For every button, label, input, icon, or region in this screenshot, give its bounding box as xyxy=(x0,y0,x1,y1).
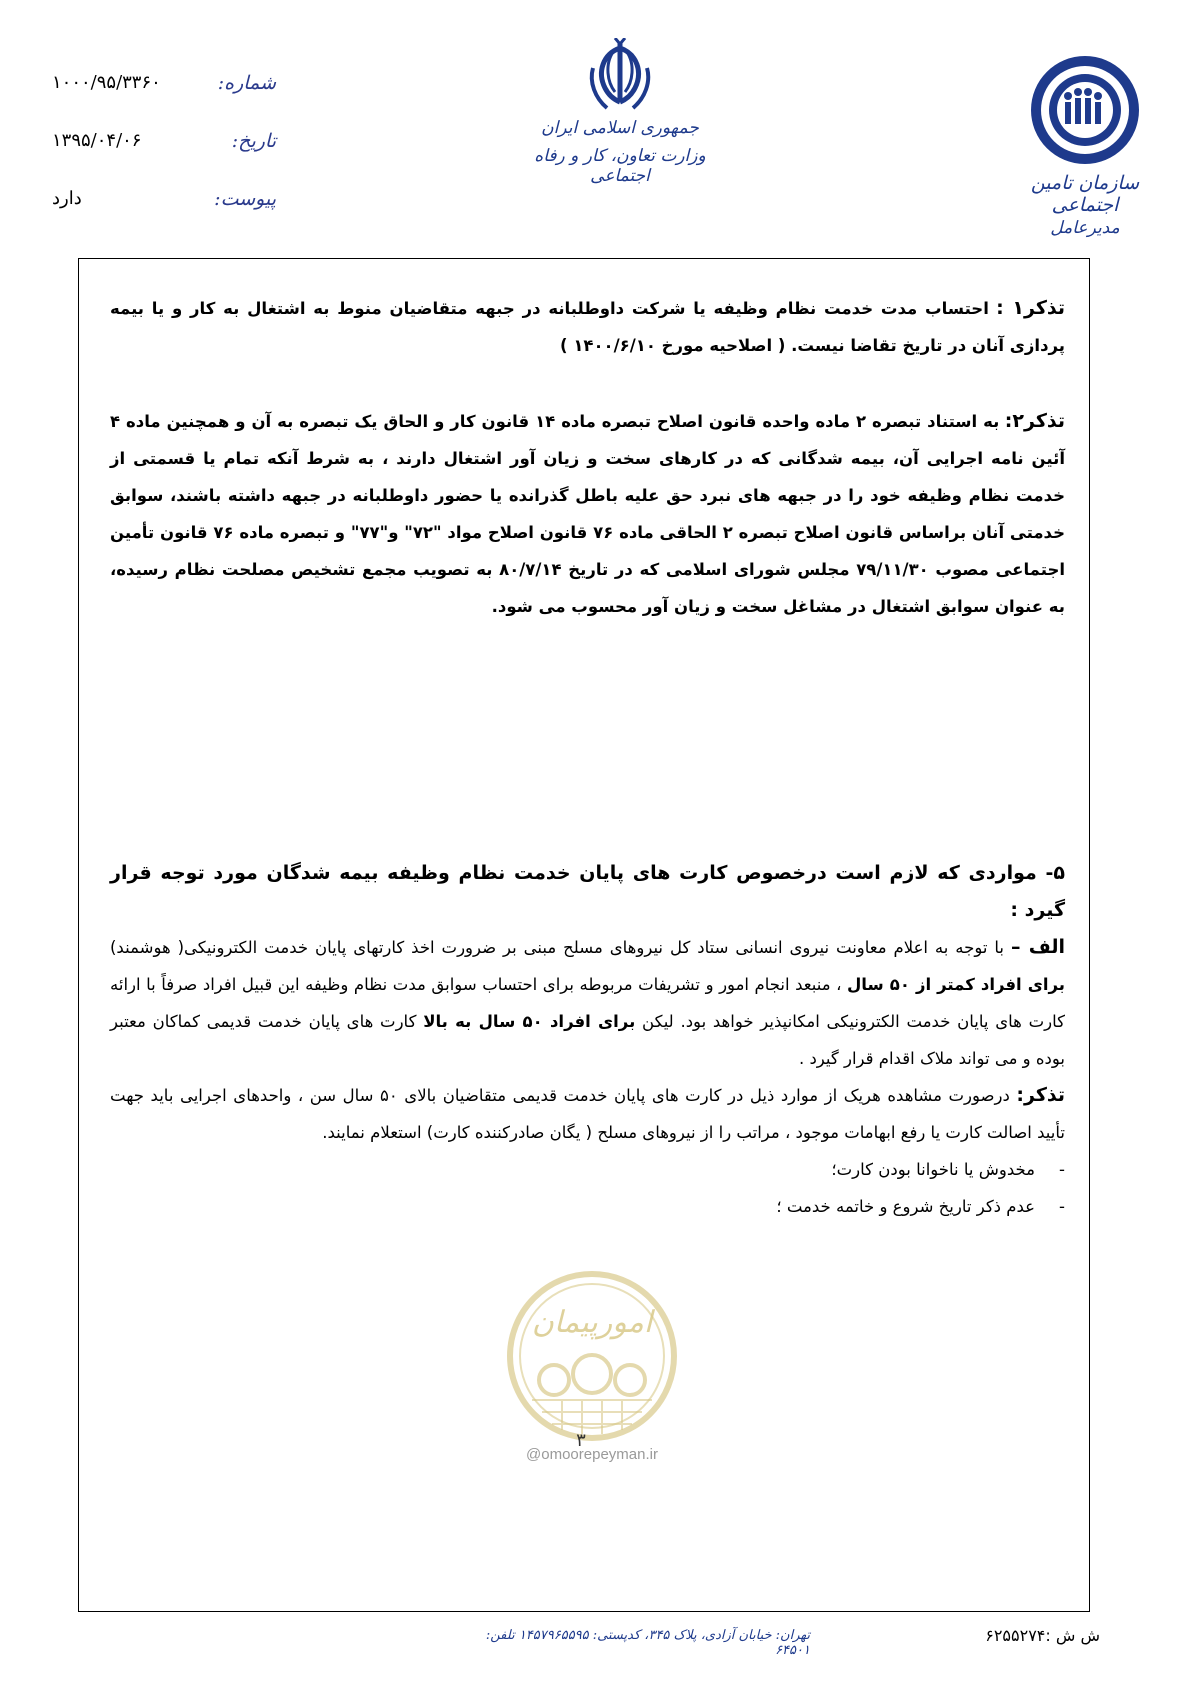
page-number: ۳ xyxy=(576,1430,586,1451)
letter-meta xyxy=(46,72,276,246)
meta-attachment-row xyxy=(46,188,276,246)
footer-code: ش ش :۶۲۵۵۲۷۴ xyxy=(985,1626,1100,1645)
alef-bold-b: برای افراد ۵۰ سال به بالا xyxy=(423,1012,636,1031)
meta-attachment-value: دارد xyxy=(52,188,82,209)
footer-address: تهران: خیابان آزادی، پلاک ۳۴۵، کدپستی: ۱۴۵۷۹۶۵۵۹۵ تلفن: ۶۴۵۰۱ xyxy=(485,1628,810,1658)
alef-paragraph xyxy=(110,929,1065,1077)
social-security-logo-icon xyxy=(1027,52,1143,168)
emblem-country: جمهوری اسلامی ایران xyxy=(541,118,699,138)
meta-date-row xyxy=(46,130,276,188)
emblem-ministry: وزارت تعاون، کار و رفاه اجتماعی xyxy=(534,146,706,186)
alef-text-c: کارت های پایان خدمت قدیمی کماکان معتبر بوده و می تواند ملاک اقدام قرار گیرد . xyxy=(110,1012,1065,1068)
meta-number-row xyxy=(46,72,276,130)
list-item: - عدم ذکر تاریخ شروع و خاتمه خدمت ؛ xyxy=(776,1197,1065,1216)
alef-bold-a: برای افراد کمتر از ۵۰ سال xyxy=(846,975,1065,994)
alef-text-b: ، منبعد انجام امور و تشریفات مربوطه برای احتساب سوابق مدت نظام وظیفه این قبیل افراد صرفاً با ارائه کارت های پایان خدمت الکترونیکی امکانپذیر خواهد بود. لیکن xyxy=(110,975,1066,1031)
note-3-paragraph xyxy=(110,1077,1065,1151)
watermark-logo-icon xyxy=(492,1270,692,1442)
note-2-label: تذکر۲: xyxy=(1004,410,1065,432)
conditions-list xyxy=(110,1151,1065,1225)
note-2-text: به استناد تبصره ۲ ماده واحده قانون اصلاح تبصره ماده ۱۴ قانون کار و الحاق یک تبصره به آن و همچنین ماده ۴ آئین نامه اجرایی آن، بیمه شدگانی که در کارهای سخت و زیان آور اشتغال دارند ، به شرط آنکه تمام یا قسمتی از خدمت نظام وظیفه خود را در جبهه های نبرد حق علیه باطل گذرانده یا حضور داوطلبانه در جبهه داشته باشند، سوابق خدمتی آنان براساس قانون اصلاح تبصره ۲ الحاقی ماده ۷۶ قانون اصلاح مواد "۷۲" و"۷۷" و تبصره ماده ۷۶ قانون تأمین اجتماعی مصوب ۷۹/۱۱/۳۰ مجلس شورای اسلامی که در تاریخ ۸۰/۷/۱۴ به تصویب مجمع تشخیص مصلحت نظام رسیده، به عنوان سوابق اشتغال در مشاغل سخت و زیان آور محسوب می شود. xyxy=(110,412,1065,616)
meta-date-label: تاریخ: xyxy=(231,130,276,152)
section-5-title: ۵- مواردی که لازم است درخصوص کارت های پایان خدمت نظام وظیفه بیمه شدگان مورد توجه قرار گیرد : xyxy=(110,862,1065,921)
alef-text-a: با توجه به اعلام معاونت نیروی انسانی ستاد کل نیروهای مسلح مبنی بر ضرورت اخذ کارتهای پایان خدمت الکترونیکی( هوشمند) xyxy=(110,938,1004,957)
meta-number-label: شماره: xyxy=(217,72,276,94)
watermark-site: @omoorepeyman.ir xyxy=(526,1446,658,1463)
organization-logo xyxy=(1000,52,1170,238)
note-1-label: تذکر۱ : xyxy=(996,297,1066,319)
meta-date-value: ۱۳۹۵/۰۴/۰۶ xyxy=(52,130,142,151)
organization-title: مدیرعامل xyxy=(1050,218,1120,238)
emblem-icon xyxy=(585,38,655,114)
national-emblem xyxy=(520,38,720,186)
meta-attachment-label: پیوست: xyxy=(214,188,276,210)
note-1 xyxy=(110,290,1065,364)
note-2 xyxy=(110,403,1065,625)
note-3-text: درصورت مشاهده هریک از موارد ذیل در کارت های پایان خدمت قدیمی متقاضیان بالای ۵۰ سال سن ، واحدهای اجرایی باید جهت تأیید اصالت کارت یا رفع ابهامات موجود ، مراتب را از نیروهای مسلح ( یگان صادرکننده کارت) استعلام نمایند. xyxy=(110,1086,1065,1142)
alef-label: الف – xyxy=(1010,936,1066,958)
note-1-text: احتساب مدت خدمت نظام وظیفه یا شرکت داوطلبانه در جبهه متقاضیان منوط به اشتغال به کار و یا بیمه پردازی آنان در تاریخ تقاضا نیست. ( اصلاحیه مورخ ۱۴۰۰/۶/۱۰ ) xyxy=(110,299,1065,355)
meta-number-value: ۱۰۰۰/۹۵/۳۳۶۰ xyxy=(52,72,161,93)
section-5 xyxy=(110,855,1065,1225)
note-3-label: تذکر: xyxy=(1016,1084,1065,1106)
list-item: - مخدوش یا ناخوانا بودن کارت؛ xyxy=(831,1160,1065,1179)
watermark-title: امورپیمان xyxy=(531,1305,653,1340)
organization-name: سازمان تامین اجتماعی xyxy=(1030,172,1140,216)
